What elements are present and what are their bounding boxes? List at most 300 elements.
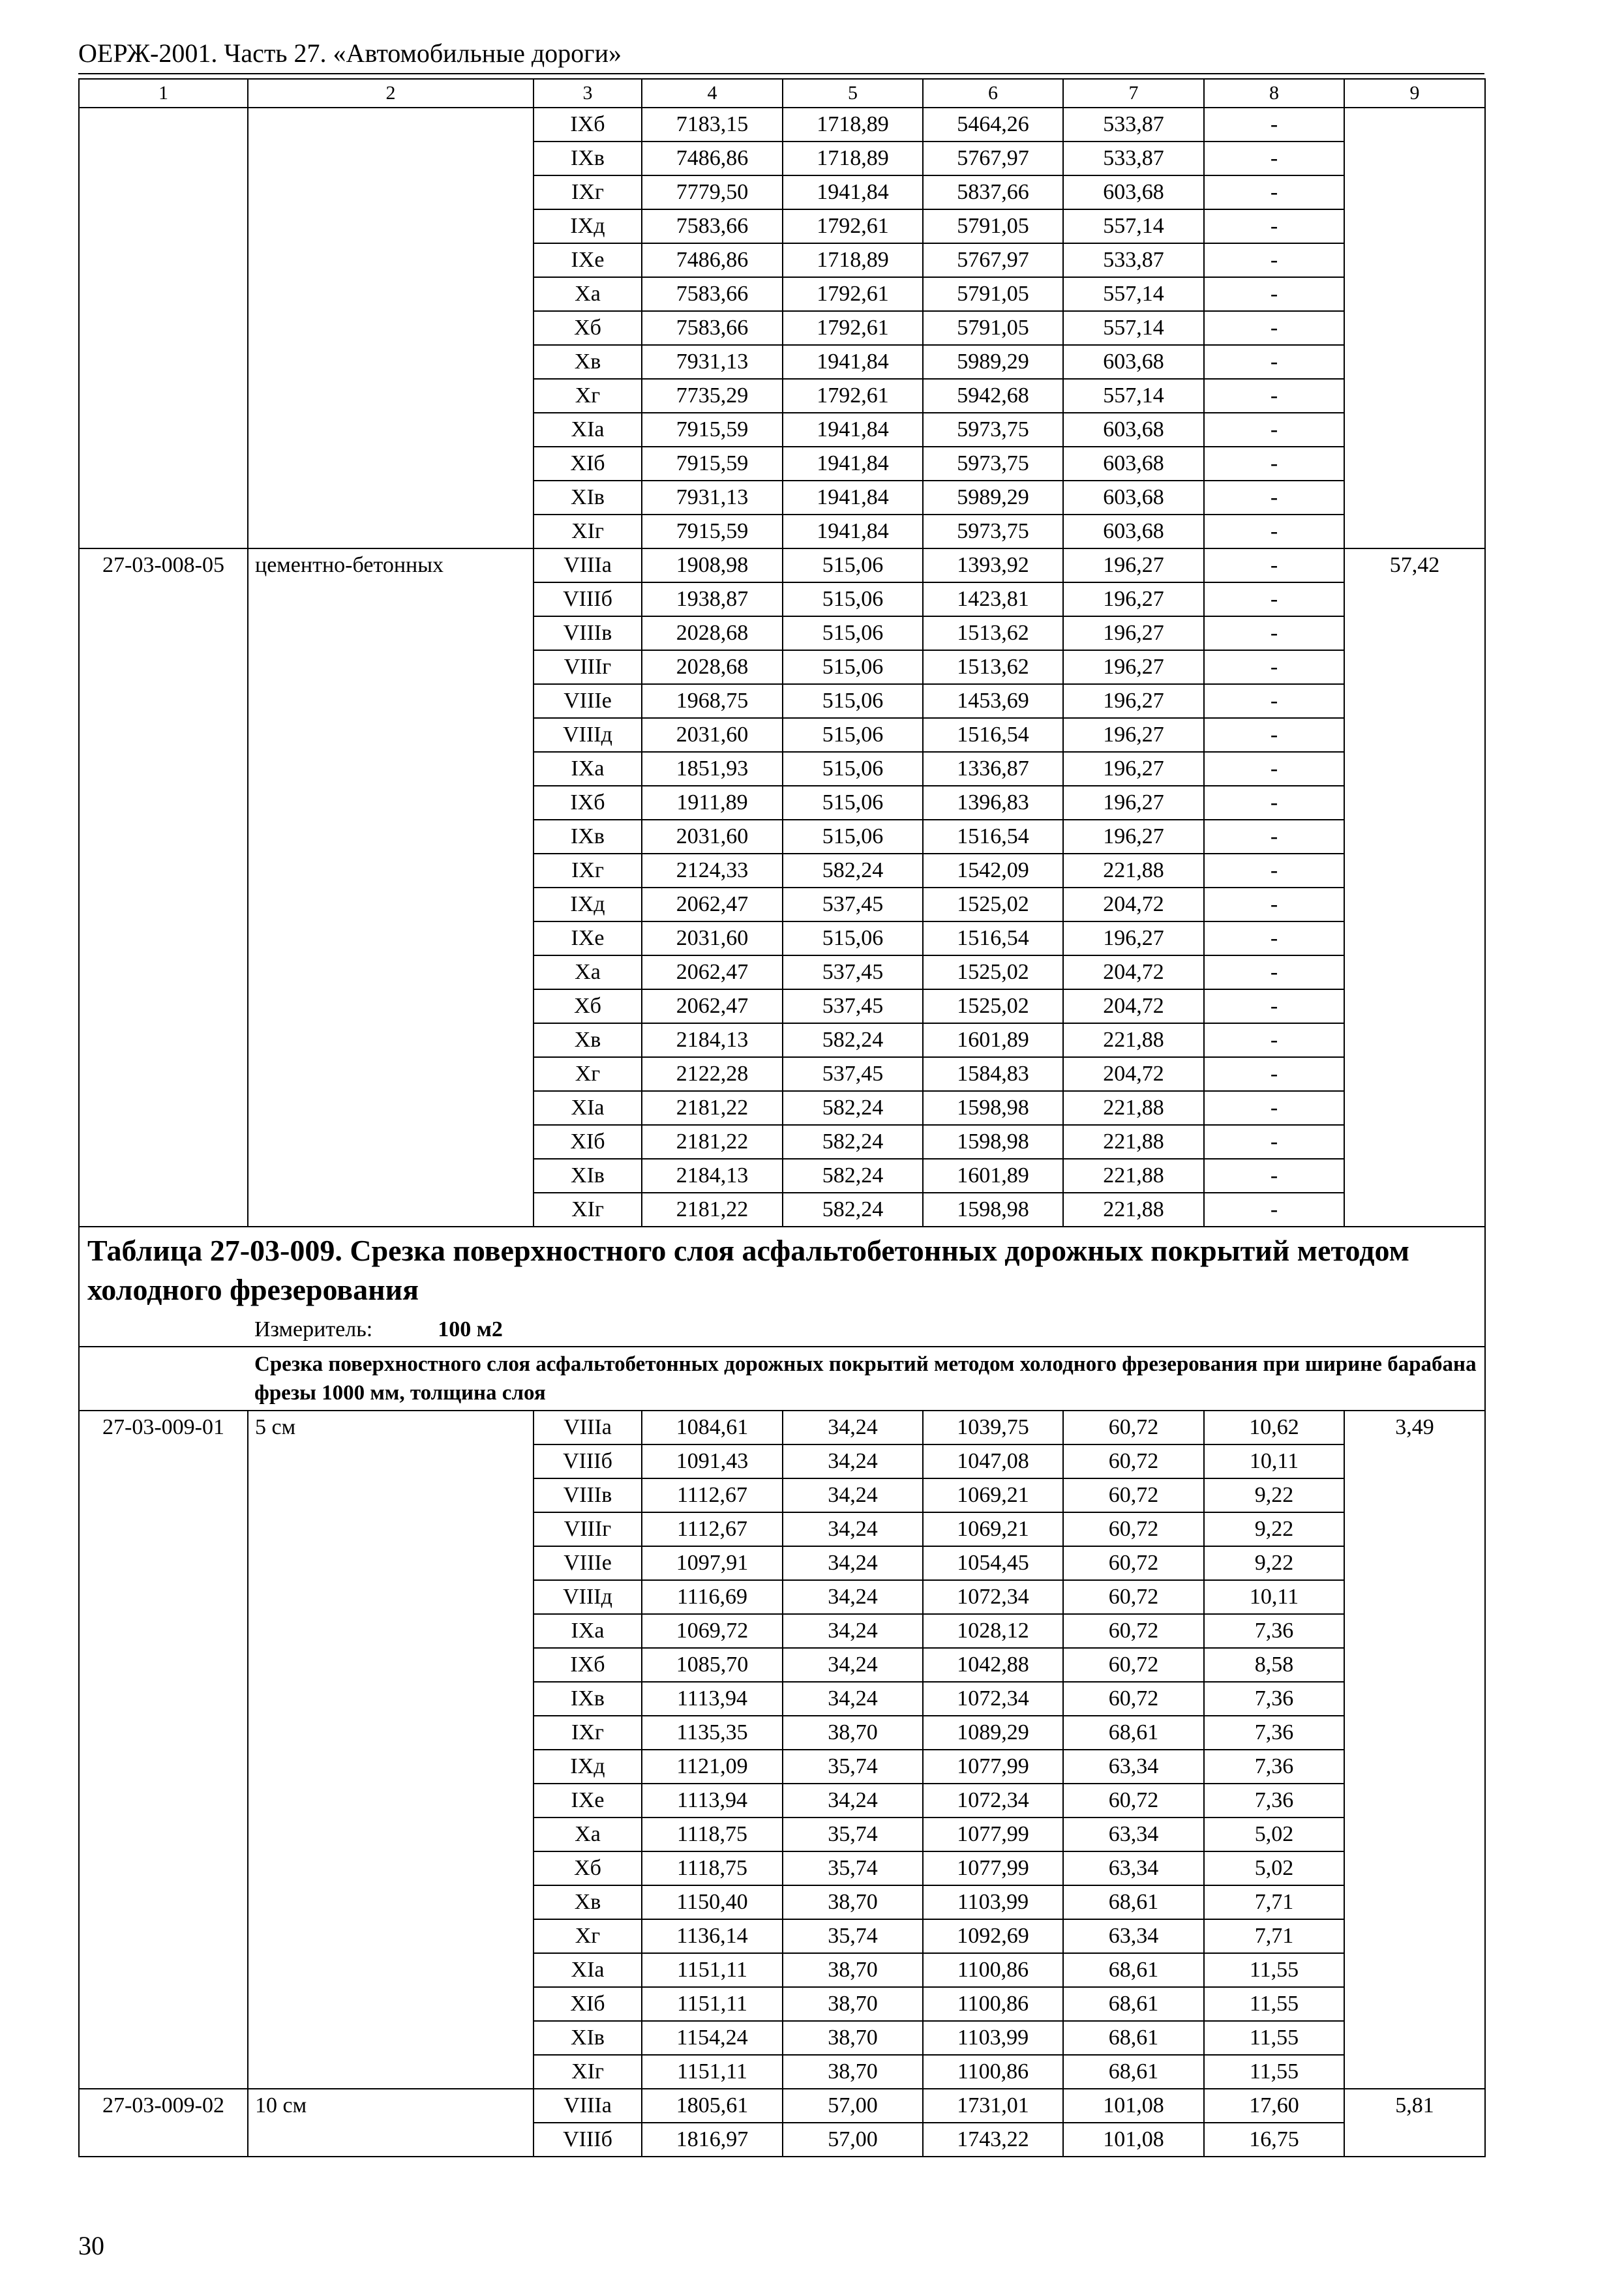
value-cell: 9,22 (1204, 1512, 1344, 1546)
value-cell: 1118,75 (642, 1818, 783, 1851)
value-cell: 537,45 (783, 989, 923, 1023)
zone-cell: IXд (534, 1750, 642, 1784)
zone-cell: IXб (534, 786, 642, 820)
value-cell: 1598,98 (923, 1125, 1063, 1159)
zone-cell: IXв (534, 1682, 642, 1716)
zone-cell: IXв (534, 820, 642, 854)
value-cell: 1072,34 (923, 1580, 1063, 1614)
value-cell: 5989,29 (923, 481, 1063, 515)
value-cell: - (1204, 515, 1344, 548)
value-cell: 60,72 (1063, 1614, 1204, 1648)
value-cell: 1103,99 (923, 2021, 1063, 2055)
value-cell: - (1204, 684, 1344, 718)
value-cell: 1072,34 (923, 1784, 1063, 1818)
value-cell: 2062,47 (642, 955, 783, 989)
value-cell: - (1204, 142, 1344, 175)
value-cell: 7183,15 (642, 108, 783, 142)
value-cell: - (1204, 243, 1344, 277)
column-9-value (1344, 108, 1485, 548)
zone-cell: XIа (534, 413, 642, 447)
value-cell: 7,36 (1204, 1614, 1344, 1648)
column-9-value: 3,49 (1344, 1411, 1485, 2089)
value-cell: 515,06 (783, 752, 923, 786)
value-cell: 34,24 (783, 1614, 923, 1648)
column-number: 9 (1344, 79, 1485, 108)
value-cell: 2062,47 (642, 989, 783, 1023)
column-number: 3 (534, 79, 642, 108)
value-cell: 60,72 (1063, 1580, 1204, 1614)
value-cell: 9,22 (1204, 1478, 1344, 1512)
value-cell: 1598,98 (923, 1091, 1063, 1125)
zone-cell: IXа (534, 752, 642, 786)
value-cell: 582,24 (783, 1091, 923, 1125)
value-cell: 38,70 (783, 2055, 923, 2089)
value-cell: 1941,84 (783, 481, 923, 515)
value-cell: 1941,84 (783, 413, 923, 447)
value-cell: 1069,21 (923, 1512, 1063, 1546)
value-cell: 1151,11 (642, 1987, 783, 2021)
value-cell: 1941,84 (783, 345, 923, 379)
column-number: 6 (923, 79, 1063, 108)
value-cell: 5989,29 (923, 345, 1063, 379)
meter-label: Измеритель: (254, 1317, 373, 1341)
value-cell: 557,14 (1063, 311, 1204, 345)
value-cell: 2181,22 (642, 1125, 783, 1159)
value-cell: - (1204, 820, 1344, 854)
value-cell: 533,87 (1063, 243, 1204, 277)
meter (248, 1313, 1485, 1347)
value-cell: 603,68 (1063, 515, 1204, 548)
zone-cell: VIIIа (534, 2089, 642, 2123)
value-cell: 5791,05 (923, 209, 1063, 243)
meter-row (79, 1313, 1485, 1347)
work-name (248, 108, 534, 548)
value-cell: 1077,99 (923, 1818, 1063, 1851)
value-cell: 68,61 (1063, 2055, 1204, 2089)
value-cell: 1423,81 (923, 582, 1063, 616)
value-cell: 34,24 (783, 1478, 923, 1512)
value-cell: 38,70 (783, 1716, 923, 1750)
column-number: 2 (248, 79, 534, 108)
value-cell: 7583,66 (642, 277, 783, 311)
zone-cell: VIIIа (534, 1411, 642, 1444)
value-cell: 221,88 (1063, 1159, 1204, 1193)
value-cell: 2062,47 (642, 888, 783, 921)
value-cell: 1112,67 (642, 1478, 783, 1512)
value-cell: 68,61 (1063, 1716, 1204, 1750)
value-cell: 7,36 (1204, 1716, 1344, 1750)
value-cell: 35,74 (783, 1919, 923, 1953)
value-cell: 2028,68 (642, 650, 783, 684)
zone-cell: Xг (534, 1919, 642, 1953)
value-cell: 533,87 (1063, 108, 1204, 142)
value-cell: 34,24 (783, 1444, 923, 1478)
value-cell: 582,24 (783, 1193, 923, 1227)
value-cell: 1047,08 (923, 1444, 1063, 1478)
value-cell: 34,24 (783, 1411, 923, 1444)
value-cell: - (1204, 481, 1344, 515)
page-number: 30 (78, 2231, 104, 2260)
value-cell: 2184,13 (642, 1023, 783, 1057)
value-cell: 603,68 (1063, 481, 1204, 515)
value-cell: - (1204, 379, 1344, 413)
rate-code: 27-03-008-05 (79, 548, 248, 1227)
zone-cell: XIа (534, 1953, 642, 1987)
column-9-value: 5,81 (1344, 2089, 1485, 2157)
value-cell: 221,88 (1063, 854, 1204, 888)
value-cell: 557,14 (1063, 209, 1204, 243)
value-cell: 10,11 (1204, 1444, 1344, 1478)
value-cell: 196,27 (1063, 718, 1204, 752)
value-cell: 1805,61 (642, 2089, 783, 2123)
value-cell: 2031,60 (642, 921, 783, 955)
value-cell: 196,27 (1063, 752, 1204, 786)
value-cell: 10,62 (1204, 1411, 1344, 1444)
table-row (79, 108, 1485, 142)
zone-cell: IXг (534, 175, 642, 209)
value-cell: 63,34 (1063, 1919, 1204, 1953)
value-cell: 582,24 (783, 1159, 923, 1193)
value-cell: 196,27 (1063, 582, 1204, 616)
rate-code: 27-03-009-01 (79, 1411, 248, 2089)
value-cell: 1516,54 (923, 718, 1063, 752)
value-cell: 1077,99 (923, 1851, 1063, 1885)
value-cell: 7931,13 (642, 345, 783, 379)
value-cell: - (1204, 921, 1344, 955)
value-cell: 1135,35 (642, 1716, 783, 1750)
value-cell: 2124,33 (642, 854, 783, 888)
value-cell: 1941,84 (783, 515, 923, 548)
zone-cell: IXб (534, 1648, 642, 1682)
column-number: 8 (1204, 79, 1344, 108)
zone-cell: Xв (534, 345, 642, 379)
value-cell: 68,61 (1063, 1953, 1204, 1987)
zone-cell: IXд (534, 209, 642, 243)
value-cell: - (1204, 1159, 1344, 1193)
value-cell: 603,68 (1063, 175, 1204, 209)
header-rule (78, 73, 1484, 74)
value-cell: 537,45 (783, 1057, 923, 1091)
value-cell: 38,70 (783, 1885, 923, 1919)
value-cell: - (1204, 1057, 1344, 1091)
column-number: 5 (783, 79, 923, 108)
value-cell: 7486,86 (642, 243, 783, 277)
value-cell: 1116,69 (642, 1580, 783, 1614)
value-cell: 2181,22 (642, 1091, 783, 1125)
meter-unit: 100 м2 (438, 1317, 503, 1341)
value-cell: 11,55 (1204, 2021, 1344, 2055)
zone-cell: VIIIг (534, 650, 642, 684)
value-cell: 221,88 (1063, 1193, 1204, 1227)
value-cell: - (1204, 582, 1344, 616)
column-number: 7 (1063, 79, 1204, 108)
value-cell: 204,72 (1063, 955, 1204, 989)
table-row (79, 548, 1485, 582)
value-cell: 582,24 (783, 854, 923, 888)
value-cell: 1453,69 (923, 684, 1063, 718)
value-cell: 1089,29 (923, 1716, 1063, 1750)
value-cell: 60,72 (1063, 1682, 1204, 1716)
value-cell: 34,24 (783, 1512, 923, 1546)
value-cell: 204,72 (1063, 1057, 1204, 1091)
value-cell: - (1204, 175, 1344, 209)
table-row (79, 1411, 1485, 1444)
value-cell: 582,24 (783, 1023, 923, 1057)
value-cell: 9,22 (1204, 1546, 1344, 1580)
rate-code (79, 108, 248, 548)
value-cell: 60,72 (1063, 1648, 1204, 1682)
value-cell: 35,74 (783, 1851, 923, 1885)
zone-cell: Xа (534, 1818, 642, 1851)
value-cell: 7931,13 (642, 481, 783, 515)
value-cell: 5464,26 (923, 108, 1063, 142)
value-cell: 221,88 (1063, 1125, 1204, 1159)
value-cell: 1121,09 (642, 1750, 783, 1784)
value-cell: 515,06 (783, 921, 923, 955)
value-cell: 10,11 (1204, 1580, 1344, 1614)
value-cell: 1516,54 (923, 921, 1063, 955)
zone-cell: Xа (534, 277, 642, 311)
value-cell: - (1204, 854, 1344, 888)
zone-cell: XIв (534, 2021, 642, 2055)
value-cell: 34,24 (783, 1784, 923, 1818)
value-cell: - (1204, 989, 1344, 1023)
zone-cell: Xг (534, 1057, 642, 1091)
value-cell: 1151,11 (642, 2055, 783, 2089)
value-cell: 1092,69 (923, 1919, 1063, 1953)
table-description: Срезка поверхностного слоя асфальтобетонных дорожных покрытий методом холодного фрезерования при ширине барабана фрезы 1000 мм, толщина слоя (248, 1347, 1485, 1411)
value-cell: 5973,75 (923, 447, 1063, 481)
value-cell: 1039,75 (923, 1411, 1063, 1444)
value-cell: 17,60 (1204, 2089, 1344, 2123)
value-cell: 60,72 (1063, 1546, 1204, 1580)
value-cell: 537,45 (783, 888, 923, 921)
value-cell: 101,08 (1063, 2089, 1204, 2123)
zone-cell: IXе (534, 921, 642, 955)
value-cell: - (1204, 752, 1344, 786)
value-cell: 196,27 (1063, 820, 1204, 854)
rate-code: 27-03-009-02 (79, 2089, 248, 2157)
value-cell: 35,74 (783, 1818, 923, 1851)
value-cell: 1100,86 (923, 1953, 1063, 1987)
value-cell: 1718,89 (783, 108, 923, 142)
value-cell: 221,88 (1063, 1023, 1204, 1057)
value-cell: 515,06 (783, 616, 923, 650)
value-cell: 1941,84 (783, 175, 923, 209)
zone-cell: XIб (534, 1125, 642, 1159)
value-cell: 1792,61 (783, 209, 923, 243)
value-cell: 1054,45 (923, 1546, 1063, 1580)
value-cell: 8,58 (1204, 1648, 1344, 1682)
value-cell: 7,36 (1204, 1682, 1344, 1716)
value-cell: 60,72 (1063, 1444, 1204, 1478)
value-cell: 1743,22 (923, 2123, 1063, 2157)
value-cell: 1911,89 (642, 786, 783, 820)
zone-cell: IXе (534, 243, 642, 277)
value-cell: 57,00 (783, 2089, 923, 2123)
value-cell: 515,06 (783, 548, 923, 582)
description-row (79, 1347, 1485, 1411)
zone-cell: VIIIв (534, 1478, 642, 1512)
value-cell: 221,88 (1063, 1091, 1204, 1125)
column-number: 1 (79, 79, 248, 108)
value-cell: 1938,87 (642, 582, 783, 616)
value-cell: - (1204, 650, 1344, 684)
zone-cell: VIIIг (534, 1512, 642, 1546)
zone-cell: VIIIе (534, 684, 642, 718)
value-cell: 515,06 (783, 820, 923, 854)
value-cell: - (1204, 1023, 1344, 1057)
value-cell: 196,27 (1063, 548, 1204, 582)
value-cell: 204,72 (1063, 888, 1204, 921)
work-name: цементно-бетонных (248, 548, 534, 1227)
value-cell: 515,06 (783, 684, 923, 718)
value-cell: 1154,24 (642, 2021, 783, 2055)
value-cell: 7735,29 (642, 379, 783, 413)
value-cell: 557,14 (1063, 277, 1204, 311)
value-cell: 7779,50 (642, 175, 783, 209)
value-cell: 533,87 (1063, 142, 1204, 175)
column-9-value: 57,42 (1344, 548, 1485, 1227)
table-title-row (79, 1227, 1485, 1313)
value-cell: 1396,83 (923, 786, 1063, 820)
zone-cell: XIв (534, 481, 642, 515)
value-cell: 60,72 (1063, 1411, 1204, 1444)
value-cell: 1525,02 (923, 955, 1063, 989)
value-cell: 63,34 (1063, 1750, 1204, 1784)
rates-table (78, 78, 1486, 2157)
value-cell: - (1204, 718, 1344, 752)
value-cell: 5767,97 (923, 142, 1063, 175)
value-cell: 1069,72 (642, 1614, 783, 1648)
value-cell: 603,68 (1063, 345, 1204, 379)
zone-cell: Xг (534, 379, 642, 413)
zone-cell: IXа (534, 1614, 642, 1648)
value-cell: 1968,75 (642, 684, 783, 718)
zone-cell: VIIIе (534, 1546, 642, 1580)
value-cell: 60,72 (1063, 1784, 1204, 1818)
value-cell: 196,27 (1063, 650, 1204, 684)
value-cell: 60,72 (1063, 1478, 1204, 1512)
value-cell: 38,70 (783, 1987, 923, 2021)
value-cell: 7,36 (1204, 1784, 1344, 1818)
zone-cell: VIIIв (534, 616, 642, 650)
value-cell: 2181,22 (642, 1193, 783, 1227)
value-cell: 68,61 (1063, 1885, 1204, 1919)
value-cell: 603,68 (1063, 413, 1204, 447)
value-cell: - (1204, 1091, 1344, 1125)
value-cell: 1072,34 (923, 1682, 1063, 1716)
value-cell: - (1204, 345, 1344, 379)
value-cell: 1598,98 (923, 1193, 1063, 1227)
value-cell: - (1204, 277, 1344, 311)
value-cell: 1731,01 (923, 2089, 1063, 2123)
value-cell: 1851,93 (642, 752, 783, 786)
value-cell: - (1204, 786, 1344, 820)
value-cell: 34,24 (783, 1648, 923, 1682)
value-cell: 11,55 (1204, 1987, 1344, 2021)
value-cell: 1042,88 (923, 1648, 1063, 1682)
value-cell: 1084,61 (642, 1411, 783, 1444)
value-cell: 1069,21 (923, 1478, 1063, 1512)
column-number-row (79, 79, 1485, 108)
value-cell: 16,75 (1204, 2123, 1344, 2157)
value-cell: 1100,86 (923, 1987, 1063, 2021)
value-cell: 1601,89 (923, 1159, 1063, 1193)
value-cell: 1718,89 (783, 142, 923, 175)
value-cell: - (1204, 413, 1344, 447)
table-title: Таблица 27-03-009. Срезка поверхностного слоя асфальтобетонных дорожных покрытий методом холодного фрезерования (79, 1227, 1485, 1313)
value-cell: 1136,14 (642, 1919, 783, 1953)
value-cell: 1584,83 (923, 1057, 1063, 1091)
value-cell: 1028,12 (923, 1614, 1063, 1648)
value-cell: 1103,99 (923, 1885, 1063, 1919)
value-cell: 7,71 (1204, 1885, 1344, 1919)
value-cell: 1516,54 (923, 820, 1063, 854)
value-cell: 537,45 (783, 955, 923, 989)
value-cell: 7,36 (1204, 1750, 1344, 1784)
value-cell: 38,70 (783, 2021, 923, 2055)
value-cell: 1792,61 (783, 311, 923, 345)
value-cell: 515,06 (783, 582, 923, 616)
value-cell: 1525,02 (923, 989, 1063, 1023)
value-cell: 603,68 (1063, 447, 1204, 481)
value-cell: 5791,05 (923, 277, 1063, 311)
value-cell: 7,71 (1204, 1919, 1344, 1953)
zone-cell: Xв (534, 1885, 642, 1919)
rates-table-body (79, 79, 1485, 2157)
value-cell: 2184,13 (642, 1159, 783, 1193)
zone-cell: VIIIб (534, 2123, 642, 2157)
value-cell: 68,61 (1063, 1987, 1204, 2021)
value-cell: - (1204, 447, 1344, 481)
value-cell: 7583,66 (642, 209, 783, 243)
zone-cell: IXе (534, 1784, 642, 1818)
value-cell: 557,14 (1063, 379, 1204, 413)
value-cell: 1542,09 (923, 854, 1063, 888)
value-cell: 1601,89 (923, 1023, 1063, 1057)
value-cell: - (1204, 548, 1344, 582)
value-cell: 2031,60 (642, 718, 783, 752)
zone-cell: XIг (534, 1193, 642, 1227)
value-cell: 196,27 (1063, 616, 1204, 650)
value-cell: 7915,59 (642, 447, 783, 481)
value-cell: 1525,02 (923, 888, 1063, 921)
value-cell: 38,70 (783, 1953, 923, 1987)
value-cell: 1113,94 (642, 1682, 783, 1716)
zone-cell: VIIIб (534, 582, 642, 616)
zone-cell: IXв (534, 142, 642, 175)
zone-cell: Xб (534, 311, 642, 345)
zone-cell: VIIIд (534, 1580, 642, 1614)
value-cell: 7486,86 (642, 142, 783, 175)
value-cell: 1513,62 (923, 650, 1063, 684)
value-cell: - (1204, 311, 1344, 345)
value-cell: 5,02 (1204, 1818, 1344, 1851)
zone-cell: VIIIб (534, 1444, 642, 1478)
work-name: 5 см (248, 1411, 534, 2089)
value-cell: - (1204, 108, 1344, 142)
value-cell: 1150,40 (642, 1885, 783, 1919)
zone-cell: XIв (534, 1159, 642, 1193)
value-cell: - (1204, 955, 1344, 989)
value-cell: 1085,70 (642, 1648, 783, 1682)
value-cell: 1100,86 (923, 2055, 1063, 2089)
value-cell: - (1204, 888, 1344, 921)
value-cell: 1118,75 (642, 1851, 783, 1885)
table-row (79, 2089, 1485, 2123)
value-cell: 63,34 (1063, 1851, 1204, 1885)
